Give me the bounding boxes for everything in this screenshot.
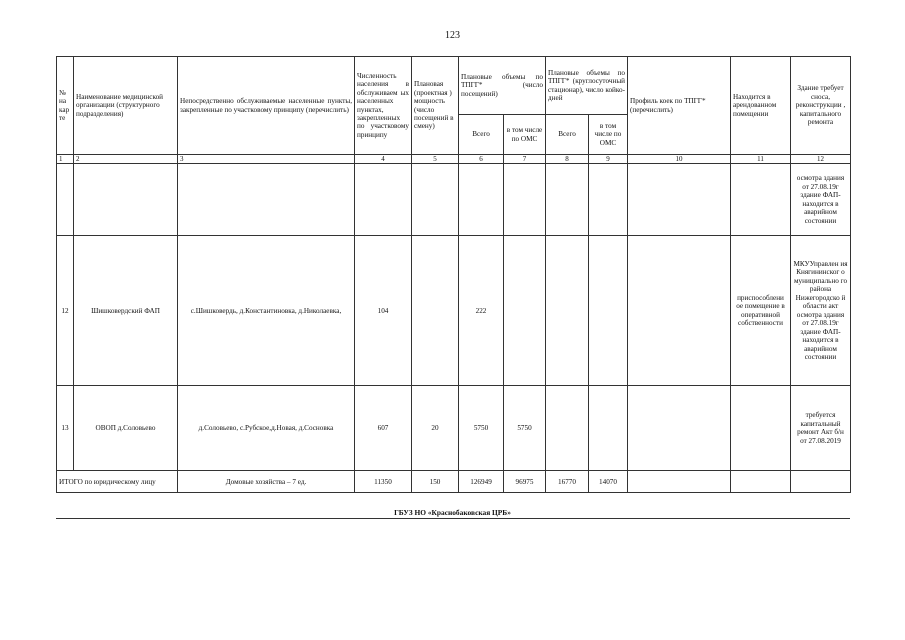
row-settlements: с.Шишковердь, д.Константиновка, д.Николаевка, [178,236,355,386]
row-visits-total: 222 [459,236,504,386]
header-planned-bed-days: Плановые объемы по ТПГГ* (круглосуточный стационар), число койко-дней [546,57,628,115]
table-row [57,236,851,386]
row-visits-oms [504,164,546,236]
header-capacity: Плановая (проектная ) мощность (число посещений в смену) [412,57,459,155]
row-rented [731,386,791,471]
row-population: 104 [355,236,412,386]
header-organization: Наименование медицинской организации (структурного подразделения) [74,57,178,155]
header-repair: Здание требует сноса, реконструкции , капитального ремонта [791,57,851,155]
column-number: 10 [628,155,731,164]
header-rented: Находится в арендованном помещении [731,57,791,155]
total-label: ИТОГО по юридическому лицу [57,471,178,493]
column-number: 6 [459,155,504,164]
column-number: 12 [791,155,851,164]
row-population: 607 [355,386,412,471]
header-visits-oms: в том числе по ОМС [504,115,546,155]
total-row [57,471,851,493]
row-organization: Шишковердский ФАП [74,236,178,386]
column-number: 9 [589,155,628,164]
row-rented [731,164,791,236]
column-number: 5 [412,155,459,164]
facilities-table [56,56,851,493]
page-number: 123 [445,30,460,41]
column-number: 11 [731,155,791,164]
header-bed-profile: Профиль коек по ТПГГ* (перечислить) [628,57,731,155]
column-number: 7 [504,155,546,164]
row-capacity: 20 [412,386,459,471]
header-settlements: Непосредственно обслуживаемые населенные пункты, закрепленные по участковому принципу (перечислить) [178,57,355,155]
row-visits-total [459,164,504,236]
table-row [57,386,851,471]
total-rented [731,471,791,493]
row-capacity [412,164,459,236]
row-capacity [412,236,459,386]
total-bed-days-oms: 14070 [589,471,628,493]
header-beds-total: Всего [546,115,589,155]
row-visits-oms [504,236,546,386]
row-settlements: д.Соловьево, с.Рубское,д.Новая, д.Сосновка [178,386,355,471]
header-visits-total: Всего [459,115,504,155]
column-number: 2 [74,155,178,164]
row-visits-oms: 5750 [504,386,546,471]
total-visits-oms: 96975 [504,471,546,493]
header-population: Численность населения в обслуживаем ых населенных пунктах, закрепленных по участковому принципу [355,57,412,155]
row-bed-profile [628,236,731,386]
total-settlements: Домовые хозяйства – 7 ед. [178,471,355,493]
row-number [57,164,74,236]
row-bed-profile [628,164,731,236]
row-rented: приспособлени ое помещение в оперативной собственности [731,236,791,386]
column-number: 4 [355,155,412,164]
row-beds-total [546,236,589,386]
column-number: 1 [57,155,74,164]
footer-divider [56,518,850,519]
row-beds-oms [589,164,628,236]
organization-footer: ГБУЗ НО «Краснобаковская ЦРБ» [394,508,511,517]
header-planned-visits: Плановые объемы по ТПГГ* (число посещений) [459,57,546,115]
total-bed-days: 16770 [546,471,589,493]
row-population [355,164,412,236]
total-repair [791,471,851,493]
row-beds-oms [589,236,628,386]
row-repair: требуется капитальный ремонт Акт б/н от 27.08.2019 [791,386,851,471]
row-beds-total [546,386,589,471]
row-beds-oms [589,386,628,471]
total-visits: 126949 [459,471,504,493]
total-capacity: 150 [412,471,459,493]
total-bed-profile [628,471,731,493]
column-number: 3 [178,155,355,164]
row-settlements [178,164,355,236]
row-number: 13 [57,386,74,471]
row-organization [74,164,178,236]
total-population: 11350 [355,471,412,493]
row-repair: МКУУправлен ия Княгининског о муниципально го района Нижегородско й области акт осмотра здания от 27.08.19г здание ФАП- находится в аварийном состоянии [791,236,851,386]
row-number: 12 [57,236,74,386]
header-beds-oms: в том числе по ОМС [589,115,628,155]
row-beds-total [546,164,589,236]
row-organization: ОВОП д.Соловьево [74,386,178,471]
column-number: 8 [546,155,589,164]
row-bed-profile [628,386,731,471]
row-repair: осмотра здания от 27.08.19г здание ФАП- находится в аварийном состоянии [791,164,851,236]
table-row [57,164,851,236]
row-visits-total: 5750 [459,386,504,471]
header-col-number: № на кар те [57,57,74,155]
